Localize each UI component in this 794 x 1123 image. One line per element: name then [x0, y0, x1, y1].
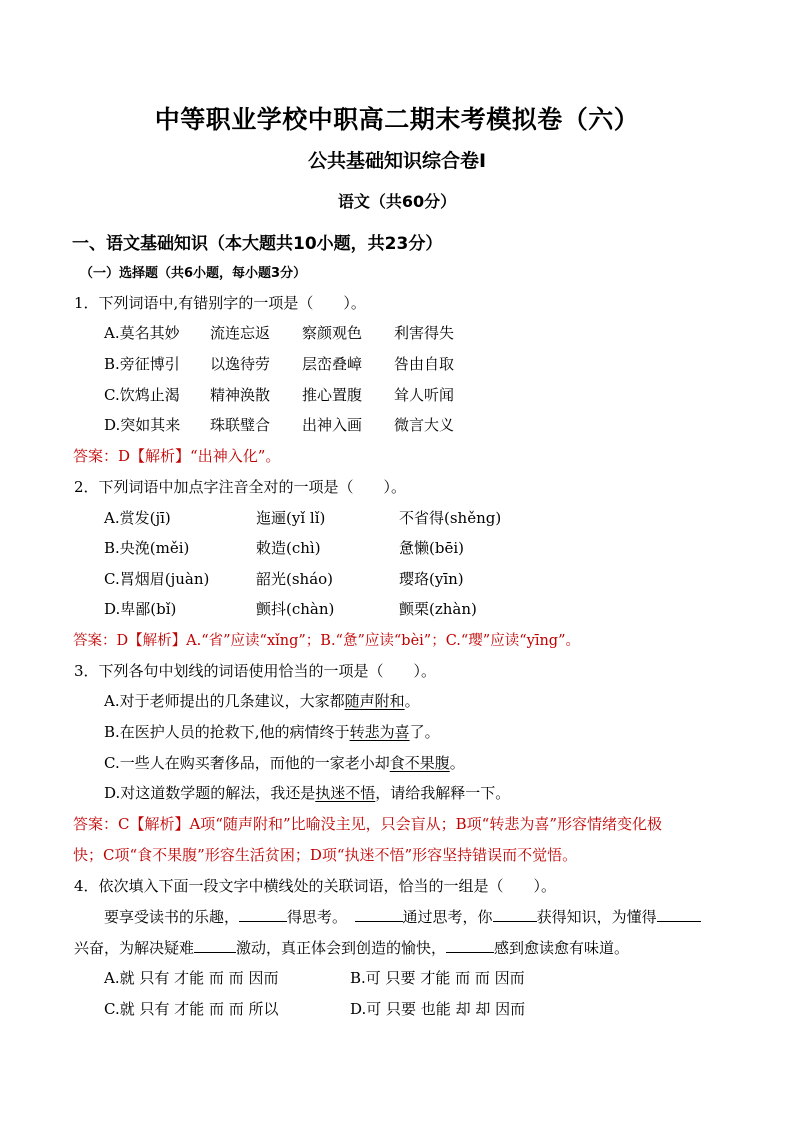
passage-text: 兴奋，为解决疑难	[74, 939, 195, 957]
option-text: 惫懒(bēi)	[399, 539, 464, 557]
option-text: B.可 只要 才能 而 而 因而	[350, 969, 525, 987]
passage-text: 通过思考，你	[402, 908, 493, 926]
option-text: 珠联璧合	[210, 416, 271, 434]
option-text: B.旁征博引	[104, 355, 180, 373]
option-text: 不省得(shěng)	[399, 509, 502, 527]
option-text: 察颜观色	[302, 324, 363, 342]
option-text: C.一些人在购买奢侈品，而他的一家老小却	[104, 754, 390, 772]
option-text: 敕造(chì)	[256, 539, 321, 557]
passage-text: 感到愈读愈有味道。	[494, 939, 630, 957]
option-text: A.对于老师提出的几条建议，大家都	[104, 692, 345, 710]
question-1-answer: 答案：D【解析】“出神入化”。	[73, 447, 281, 465]
fill-blank	[493, 907, 537, 922]
underlined-phrase: 转悲为喜	[349, 723, 410, 741]
fill-blank	[239, 907, 287, 922]
fill-blank	[446, 938, 494, 953]
underlined-phrase: 随声附和	[344, 692, 405, 710]
question-3-option-a	[104, 690, 420, 711]
option-text: A.莫名其妙	[104, 324, 180, 342]
option-text: 精神涣散	[210, 386, 271, 404]
question-4-passage-line-1	[104, 906, 701, 927]
option-text: 推心置腹	[302, 386, 363, 404]
option-text: 以逸待劳	[210, 355, 271, 373]
subject-heading: 语文（共60分）	[337, 192, 457, 211]
option-text: 咎由自取	[394, 355, 455, 373]
option-text: D.可 只要 也能 却 却 因而	[350, 1000, 526, 1018]
option-text: D.对这道数学题的解法，我还是	[104, 784, 316, 802]
passage-text: 得思考。	[287, 908, 340, 926]
option-text: 颤抖(chàn)	[256, 600, 335, 618]
question-4-passage-line-2	[74, 937, 629, 958]
option-text: C.就 只有 才能 而 而 所以	[104, 1000, 279, 1018]
exam-title: 中等职业学校中职高二期末考模拟卷（六）	[154, 105, 640, 134]
question-3-option-d	[104, 782, 510, 803]
option-text: 。	[404, 692, 420, 710]
option-text: C.罥烟眉(juàn)	[104, 570, 210, 588]
option-text: 。	[449, 754, 465, 772]
question-4-stem: 4．依次填入下面一段文字中横线处的关联词语，恰当的一组是（ ）。	[74, 877, 557, 895]
passage-text: 获得知识，为懂得	[536, 908, 657, 926]
underlined-phrase: 执迷不悟	[315, 784, 376, 802]
option-text: 了。	[409, 723, 440, 741]
option-text: 微言大义	[394, 416, 455, 434]
question-3-option-c	[104, 752, 465, 773]
section-heading: 一、语文基础知识（本大题共10小题，共23分）	[72, 234, 443, 254]
question-3-answer-line-2: 快；C项“食不果腹”形容生活贫困；D项“执迷不悟”形容坚持错误而不觉悟。	[73, 846, 578, 864]
question-3-option-b	[104, 721, 440, 742]
option-text: A.就 只有 才能 而 而 因而	[104, 969, 279, 987]
passage-text: 激动，真正体会到创造的愉快，	[236, 939, 447, 957]
question-3-answer-line-1: 答案：C【解析】A项“随声附和”比喻没主见，只会盲从；B项“转悲为喜”形容情绪变化极	[73, 815, 663, 833]
option-text: 迤逦(yǐ lǐ)	[256, 509, 326, 527]
question-3-stem: 3．下列各句中划线的词语使用恰当的一项是（ ）。	[74, 662, 437, 680]
fill-blank	[657, 907, 701, 922]
option-text: B.央浼(měi)	[104, 539, 190, 557]
option-text: 韶光(sháo)	[256, 570, 334, 588]
option-text: 层峦叠嶂	[302, 355, 363, 373]
option-text: 璎珞(yīn)	[399, 570, 464, 588]
option-text: 出神入画	[302, 416, 363, 434]
option-text: 流连忘返	[210, 324, 271, 342]
question-2-stem: 2．下列词语中加点字注音全对的一项是（ ）。	[74, 478, 407, 496]
option-text: 颤栗(zhàn)	[399, 600, 477, 618]
option-text: 耸人听闻	[394, 386, 455, 404]
underlined-phrase: 食不果腹	[389, 754, 450, 772]
option-text: 利害得失	[394, 324, 455, 342]
option-text: ，请给我解释一下。	[375, 784, 511, 802]
question-2-answer: 答案：D【解析】A.“省”应读“xǐng”；B.“惫”应读“bèi”；C.“璎”应读“yīng”。	[73, 633, 580, 649]
option-text: D.卑鄙(bǐ)	[104, 600, 177, 618]
question-1-stem: 1．下列词语中,有错别字的一项是（ ）。	[74, 294, 366, 312]
fill-blank	[355, 907, 403, 922]
option-text: D.突如其来	[104, 416, 181, 434]
exam-subtitle: 公共基础知识综合卷Ⅰ	[307, 150, 487, 172]
subsection-heading: （一）选择题（共6小题，每小题3分）	[80, 266, 307, 281]
passage-text: 要享受读书的乐趣，	[104, 908, 240, 926]
option-text: C.饮鸩止渴	[104, 386, 180, 404]
fill-blank	[194, 938, 236, 953]
option-text: A.赏发(jī)	[104, 509, 171, 527]
option-text: B.在医护人员的抢救下,他的病情终于	[104, 723, 350, 741]
